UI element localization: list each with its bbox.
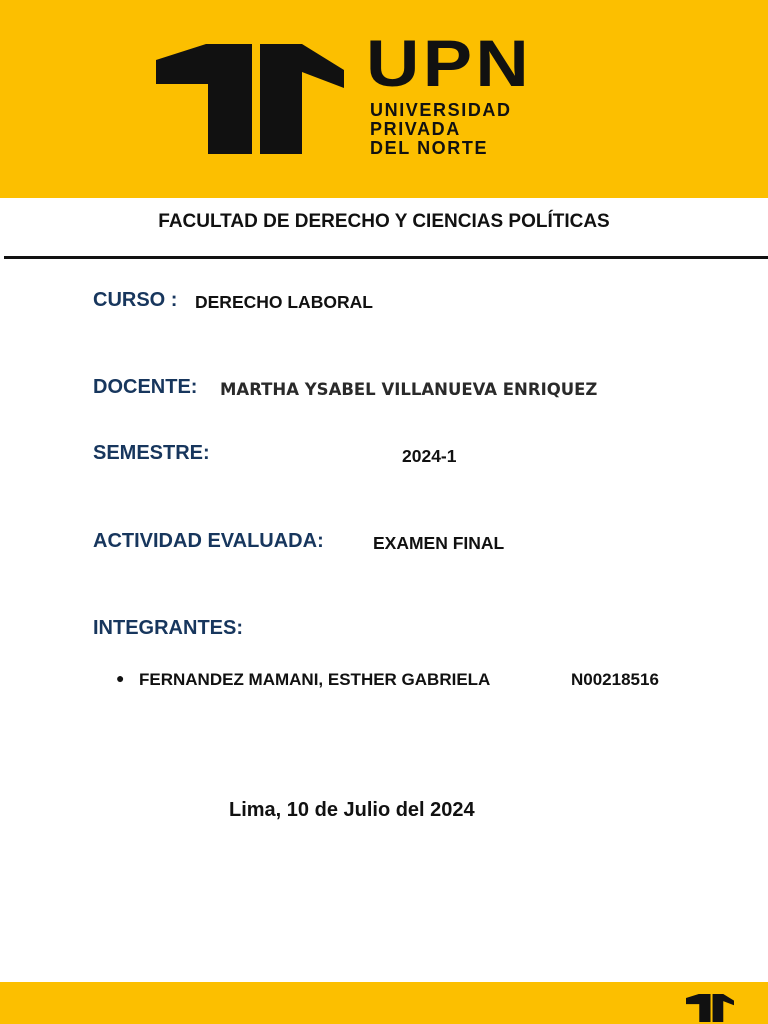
member-name: FERNANDEZ MAMANI, ESTHER GABRIELA [139, 670, 491, 689]
actividad-label: ACTIVIDAD EVALUADA: [93, 530, 324, 552]
logo-name-line3: DEL NORTE [370, 138, 489, 158]
integrantes-label: INTEGRANTES: [93, 617, 243, 639]
semestre-value: 2024-1 [402, 446, 457, 466]
faculty-title: FACULTAD DE DERECHO Y CIENCIAS POLÍTICAS [158, 211, 610, 232]
logo-name-line1: UNIVERSIDAD [370, 100, 512, 120]
docente-value: MARTHA YSABEL VILLANUEVA ENRIQUEZ [220, 380, 598, 399]
actividad-value: EXAMEN FINAL [373, 533, 505, 553]
upn-logo-mark-icon [156, 44, 344, 154]
semestre-label: SEMESTRE: [93, 442, 210, 464]
member-code: N00218516 [571, 670, 659, 689]
logo-acronym: UPN [366, 26, 533, 100]
bullet-icon: ● [116, 670, 125, 686]
upn-footer-logo-icon [686, 992, 734, 1024]
place-date: Lima, 10 de Julio del 2024 [229, 799, 475, 821]
curso-label: CURSO : [93, 289, 178, 311]
divider-rule [4, 256, 768, 259]
curso-value: DERECHO LABORAL [195, 292, 373, 312]
logo-name-line2: PRIVADA [370, 119, 461, 139]
header-band [0, 0, 768, 198]
footer-band [0, 982, 768, 1024]
docente-label: DOCENTE: [93, 376, 198, 398]
